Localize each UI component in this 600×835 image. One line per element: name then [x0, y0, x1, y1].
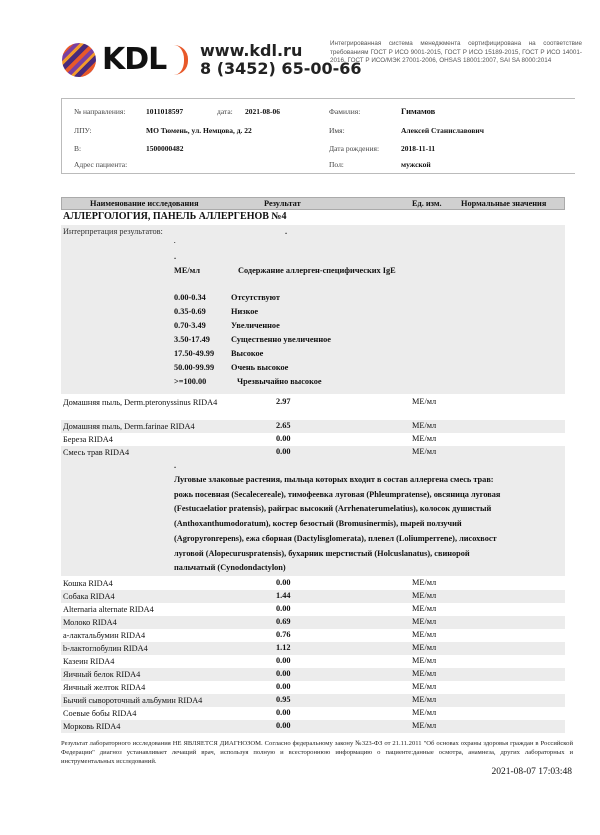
test-unit: МЕ/мл	[412, 682, 437, 691]
table-row	[61, 668, 565, 681]
test-name: Яичный белок RIDA4	[63, 670, 141, 679]
range-1: 0.35-0.69	[174, 307, 206, 316]
name-label: Имя:	[329, 126, 345, 135]
report-header	[62, 38, 582, 88]
test-name: Домашняя пыль, Derm.farinae RIDA4	[63, 422, 195, 431]
test-name: Береза RIDA4	[63, 435, 113, 444]
test-result: 0.00	[276, 682, 291, 691]
logo-text: KDL	[102, 42, 167, 77]
results-table-header	[61, 197, 565, 210]
range-5: 50.00-99.99	[174, 363, 215, 372]
test-name: Бычий сывороточный альбумин RIDA4	[63, 696, 203, 705]
table-row	[61, 655, 565, 668]
table-row	[61, 720, 565, 733]
range-6: >=100.00	[174, 377, 207, 386]
test-result: 0.00	[276, 721, 291, 730]
logo-ball-icon	[62, 43, 96, 77]
test-name: Кошка RIDA4	[63, 579, 113, 588]
test-unit: МЕ/мл	[412, 617, 437, 626]
col-header-name: Наименование исследования	[90, 199, 199, 208]
interp-content-header: Содержание аллерген-специфических IgE	[238, 266, 396, 275]
test-result: 2.97	[276, 397, 291, 406]
test-unit: МЕ/мл	[412, 578, 437, 587]
test-name: Домашняя пыль, Derm.pteronyssinus RIDA4	[63, 398, 218, 407]
logo-chevron-icon	[174, 43, 184, 77]
dob-value: 2018-11-11	[401, 144, 436, 153]
test-name: Собака RIDA4	[63, 592, 115, 601]
test-name: Смесь трав RIDA4	[63, 448, 130, 457]
test-result: 0.00	[276, 434, 291, 443]
date-label: дата:	[217, 107, 233, 116]
website: www.kdl.ru	[200, 41, 303, 60]
print-timestamp: 2021-08-07 17:03:48	[491, 767, 572, 777]
range-3: 3.50-17.49	[174, 335, 210, 344]
test-result: 0.00	[276, 604, 291, 613]
test-result: 0.00	[276, 708, 291, 717]
address-label: Адрес пациента:	[74, 160, 128, 169]
name-value: Алексей Станиславович	[401, 126, 484, 135]
table-row	[61, 629, 565, 642]
table-row	[61, 694, 565, 707]
test-unit: МЕ/мл	[412, 669, 437, 678]
test-result: 1.12	[276, 643, 291, 652]
interpretation-block	[61, 225, 565, 394]
patient-info-box	[61, 98, 575, 174]
table-row	[61, 707, 565, 720]
test-name: Морковь RIDA4	[63, 722, 121, 731]
dob-label: Дата рождения:	[329, 144, 380, 153]
test-unit: МЕ/мл	[412, 643, 437, 652]
level-3: Существенно увеличенное	[231, 335, 331, 344]
test-unit: МЕ/мл	[412, 708, 437, 717]
table-row	[61, 396, 565, 420]
test-result: 2.65	[276, 421, 291, 430]
test-name: Alternaria alternate RIDA4	[63, 605, 154, 614]
test-unit: МЕ/мл	[412, 434, 437, 443]
lpu-label: ЛПУ:	[74, 126, 92, 135]
test-name: а-лактальбумин RIDA4	[63, 631, 146, 640]
table-row	[61, 446, 565, 461]
section-title: АЛЛЕРГОЛОГИЯ, ПАНЕЛЬ АЛЛЕРГЕНОВ №4	[63, 211, 287, 222]
test-unit: МЕ/мл	[412, 695, 437, 704]
test-result: 0.00	[276, 578, 291, 587]
test-name: Казеин RIDA4	[63, 657, 115, 666]
grass-note-dot: .	[174, 461, 177, 470]
kdl-logo	[62, 42, 184, 77]
test-unit: МЕ/мл	[412, 447, 437, 456]
level-2: Увеличенное	[231, 321, 280, 330]
test-unit: МЕ/мл	[412, 656, 437, 665]
test-result: 0.00	[276, 656, 291, 665]
interpretation-dot-3: .	[174, 252, 177, 261]
table-row	[61, 420, 565, 433]
v-label: В:	[74, 144, 82, 153]
v-value: 1500000482	[146, 144, 184, 153]
test-unit: МЕ/мл	[412, 397, 437, 406]
level-1: Низкое	[231, 307, 259, 316]
surname-label: Фамилия:	[329, 107, 361, 116]
referral-label: № направления:	[74, 107, 126, 116]
col-header-result: Результат	[264, 199, 301, 208]
surname-value: Гимамов	[401, 106, 436, 116]
col-header-norm: Нормальные значения	[461, 199, 547, 208]
lpu-value: МО Тюмень, ул. Немцова, д. 22	[146, 126, 252, 135]
interpretation-dot: .	[285, 227, 288, 236]
test-result: 0.00	[276, 669, 291, 678]
test-name: Соевые бобы RIDA4	[63, 709, 137, 718]
table-row	[61, 681, 565, 694]
test-unit: МЕ/мл	[412, 421, 437, 430]
referral-value: 1011018597	[146, 107, 184, 116]
test-name: Молоко RIDA4	[63, 618, 117, 627]
certification-text: Интегрированная система менеджмента сертифицирована на соответствие требованиям ГОСТ Р ИСО 9001-2015, ГОСТ Р ИСО 15189-2015, ГОСТ Р ИСО 14001-2016, ГОСТ Р ИСО/МЭК 27001-2006, OHSAS 18001:2007, SAI SA 8000:2014	[330, 40, 582, 65]
phone: 8 (3452) 65-00-66	[200, 59, 362, 78]
test-name: b-лактоглобулин RIDA4	[63, 644, 148, 653]
interpretation-dot-2: .	[174, 239, 176, 245]
sex-label: Пол:	[329, 160, 344, 169]
test-unit: МЕ/мл	[412, 604, 437, 613]
test-unit: МЕ/мл	[412, 630, 437, 639]
level-5: Очень высокое	[231, 363, 289, 372]
grass-note-text: Луговые злаковые растения, пыльца которых входит в состав аллергена смесь трав: рожь посевная (Secalecereale), тимофеевка луговая (Phleumpratense), овсяница луговая (Festucaelatior pratensis), райграс высокий (Arrhenaterumelatius), колосок душистый (Anthoxanthumodoratum), костер безостый (Bromusinermis), пырей ползучий (Agropyronrepens), ежа сборная (Dactylisglomerata), плевел (Loliumperrene), лисохвост луговой (Alopecuruspratensis), бухарник шерстистый (Holcuslanatus), свинорой пальчатый (Cynodondactylon)	[174, 475, 501, 573]
table-row	[61, 642, 565, 655]
test-result: 0.00	[276, 447, 291, 456]
grass-mix-note	[61, 461, 565, 576]
level-0: Отсутствуют	[231, 293, 280, 302]
interpretation-label: Интерпретация результатов:	[63, 227, 163, 236]
level-4: Высокое	[231, 349, 264, 358]
table-row	[61, 433, 565, 446]
date-value: 2021-08-06	[245, 107, 280, 116]
range-0: 0.00-0.34	[174, 293, 206, 302]
test-result: 0.76	[276, 630, 291, 639]
test-result: 1.44	[276, 591, 291, 600]
disclaimer: Результат лабораторного исследования НЕ ЯВЛЯЕТСЯ ДИАГНОЗОМ. Согласно федеральному закону №323-ФЗ от 21.11.2011 "Об основах охраны здоровья граждан в Российской Федерации" диагноз устанавливает лечащий врач, используя полную и всестороннюю информацию о пациенте:данные осмотра, анамнеза, других лабораторных и инструментальных исследований.	[61, 740, 573, 765]
table-row	[61, 577, 565, 590]
table-row	[61, 590, 565, 603]
test-name: Яичный желток RIDA4	[63, 683, 146, 692]
level-6: Чрезвычайно высокое	[237, 377, 322, 386]
test-result: 0.95	[276, 695, 291, 704]
test-result: 0.69	[276, 617, 291, 626]
table-row	[61, 603, 565, 616]
test-unit: МЕ/мл	[412, 721, 437, 730]
col-header-unit: Ед. изм.	[412, 199, 442, 208]
interp-unit-header: МЕ/мл	[174, 266, 200, 275]
range-4: 17.50-49.99	[174, 349, 215, 358]
sex-value: мужской	[401, 160, 431, 169]
range-2: 0.70-3.49	[174, 321, 206, 330]
table-row	[61, 616, 565, 629]
test-unit: МЕ/мл	[412, 591, 437, 600]
